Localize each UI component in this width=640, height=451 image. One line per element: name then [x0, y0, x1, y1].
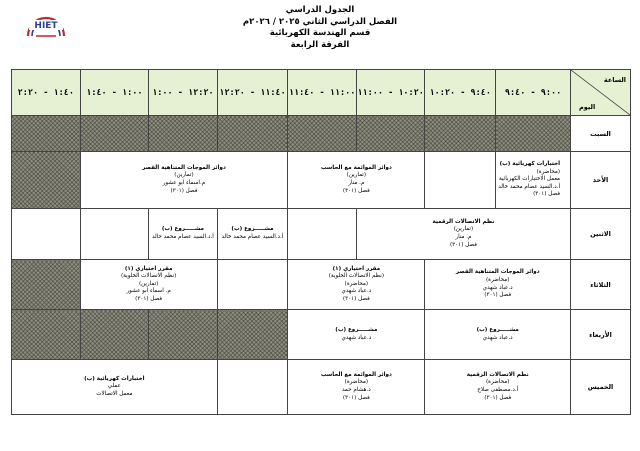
class-lecturer: أ.د.السيد عصام محمد خالد	[498, 183, 561, 190]
unavailable-cell	[425, 116, 496, 152]
header-semester: الفصل الدراسي الثاني ٢٠٢٥ / ٢٠٢٦م	[242, 16, 398, 27]
empty-cell	[217, 360, 288, 415]
unavailable-cell	[12, 310, 81, 360]
unavailable-cell	[12, 152, 81, 209]
class-room: فصل (٣٠١)	[449, 241, 477, 248]
class-cell	[149, 209, 218, 260]
empty-cell	[217, 260, 288, 310]
day-row-sunday	[12, 152, 631, 209]
time-slot: ١١:٤٠ - ١٢:٢٠	[217, 70, 288, 116]
class-title: دوائر الموائمة مع الحاسب	[320, 164, 392, 171]
class-type: (محاضرة)	[344, 280, 369, 287]
class-subtitle: (نظم الاتصالات الخلوية)	[328, 273, 385, 280]
class-room: فصل (٣٠١)	[533, 191, 561, 198]
corner-cell	[571, 70, 631, 116]
day-row-wednesday	[12, 310, 631, 360]
class-title: دوائر الموائمة مع الحاسب	[320, 371, 392, 378]
class-cell	[425, 360, 571, 415]
schedule-header	[230, 5, 410, 51]
class-cell	[12, 360, 218, 415]
class-lecturer: د.عباد شهدي	[341, 288, 372, 295]
class-type: (تمارين)	[453, 226, 474, 233]
class-cell	[356, 209, 570, 260]
class-room: فصل (٣٠١)	[135, 295, 163, 302]
class-type: (محاضرة)	[344, 379, 369, 386]
class-lecturer: د.هشام حمد	[341, 387, 371, 393]
class-cell	[288, 310, 425, 360]
day-tuesday: الثلاثاء	[571, 260, 631, 310]
class-cell	[425, 310, 571, 360]
day-sunday: الأحد	[571, 152, 631, 209]
class-title: نظم الاتصالات الرقمية	[466, 371, 529, 378]
class-cell	[288, 360, 425, 415]
day-row-saturday	[12, 116, 631, 152]
class-type: (محاضرة)	[485, 379, 510, 386]
class-room: فصل (٣٠١)	[484, 292, 512, 299]
class-title: دوائر الموجات المتناهية القصر	[142, 164, 226, 171]
time-slot: ١١:٠٠ - ١١:٤٠	[288, 70, 357, 116]
time-slot: ١:٤٠ - ٢:٢٠	[12, 70, 81, 116]
header-title: الجدول الدراسي	[285, 5, 355, 15]
class-room: فصل (٣٠١)	[342, 187, 370, 194]
class-cell	[80, 260, 217, 310]
time-label: الساعة	[603, 76, 626, 84]
class-lecturer: م. منار	[455, 234, 472, 240]
unavailable-cell	[217, 310, 288, 360]
class-location: معمل الاختبارات الكهربائية	[498, 176, 561, 183]
unavailable-cell	[149, 310, 218, 360]
unavailable-cell	[496, 116, 571, 152]
class-type: (محاضرة)	[485, 276, 510, 283]
time-slot: ٩:٠٠ - ٩:٤٠	[496, 70, 571, 116]
class-title: اختبارات كهربائية (ب)	[499, 161, 561, 168]
class-title: مشـــــروع (ب)	[231, 226, 274, 233]
day-monday: الاثنين	[571, 209, 631, 260]
class-cell	[80, 152, 288, 209]
time-slot: ١٠:٢٠ - ١١:٠٠	[356, 70, 425, 116]
day-label: اليوم	[579, 103, 596, 111]
day-wednesday: الأربعاء	[571, 310, 631, 360]
day-row-monday	[12, 209, 631, 260]
header-department: قسم الهندسة الكهربائية	[269, 28, 371, 38]
class-title: مشـــــروع (ب)	[161, 226, 204, 233]
class-lecturer: أ.د.مصطفى صلاح	[477, 387, 519, 393]
class-title: مشـــــروع (ب)	[335, 326, 378, 333]
class-type: عملي	[107, 383, 121, 390]
class-title: مشـــــروع (ب)	[476, 326, 519, 333]
class-type: (تمارين)	[346, 172, 367, 179]
class-lecturer: أ.د.السيد عصام محمد خالد	[152, 234, 214, 240]
class-type: (تمارين)	[174, 172, 194, 179]
class-title: دوائر الموجات المتناهية القصر	[455, 269, 540, 276]
institute-logo	[24, 6, 68, 40]
time-slot: ١:٠٠ - ١:٤٠	[80, 70, 149, 116]
class-title: نظم الاتصالات الرقمية	[432, 218, 495, 225]
day-row-thursday	[12, 360, 631, 415]
class-room: فصل (٣٠١)	[484, 394, 512, 401]
class-cell	[425, 260, 571, 310]
day-thursday: الخميس	[571, 360, 631, 415]
day-row-tuesday	[12, 260, 631, 310]
class-lecturer: د.عباد شهدي	[482, 334, 513, 341]
header-year: الفرقة الرابعة	[290, 39, 350, 50]
class-cell	[288, 260, 425, 310]
class-cell	[288, 152, 425, 209]
empty-cell	[12, 209, 81, 260]
class-lecturer: م. اسماء ابو عشور	[126, 288, 171, 295]
class-title: مقرر اختياري (١)	[124, 265, 173, 272]
empty-cell	[288, 209, 357, 260]
class-subtitle: (نظم الاتصالات الخلوية)	[121, 273, 177, 280]
unavailable-cell	[80, 310, 149, 360]
class-lecturer: د.عباد شهدي	[482, 284, 513, 291]
unavailable-cell	[288, 116, 357, 152]
time-header-row	[12, 70, 631, 116]
unavailable-cell	[149, 116, 218, 152]
class-lecturer: أ.د.السيد عصام محمد خالد	[221, 234, 284, 240]
unavailable-cell	[80, 116, 149, 152]
class-room: فصل (٣٠١)	[170, 187, 198, 194]
class-lecturer: د.عباد شهدي	[341, 334, 372, 341]
time-slot: ٩:٤٠ - ١٠:٢٠	[425, 70, 496, 116]
class-title: مقرر اختياري (١)	[332, 265, 381, 272]
logo-text: HIET	[34, 21, 58, 31]
class-type: (تمارين)	[138, 280, 159, 287]
class-cell	[217, 209, 288, 260]
class-lecturer: م. منار	[348, 180, 365, 186]
day-saturday: السبت	[571, 116, 631, 152]
class-lecturer: م.اسماء ابو عشور	[162, 180, 206, 186]
class-room: فصل (٣٠١)	[342, 394, 370, 401]
unavailable-cell	[356, 116, 425, 152]
class-room: معمل الاتصالات	[96, 390, 133, 397]
empty-cell	[425, 152, 496, 209]
unavailable-cell	[12, 260, 81, 310]
class-cell	[496, 152, 571, 209]
class-type: (محاضرة)	[536, 168, 561, 175]
empty-cell	[80, 209, 149, 260]
time-slot: ١٢:٢٠ - ١:٠٠	[149, 70, 218, 116]
unavailable-cell	[217, 116, 288, 152]
unavailable-cell	[12, 116, 81, 152]
class-title: اختبارات كهربائية (ب)	[84, 375, 145, 382]
schedule-table	[11, 69, 631, 415]
class-room: فصل (٣٠١)	[342, 295, 370, 302]
